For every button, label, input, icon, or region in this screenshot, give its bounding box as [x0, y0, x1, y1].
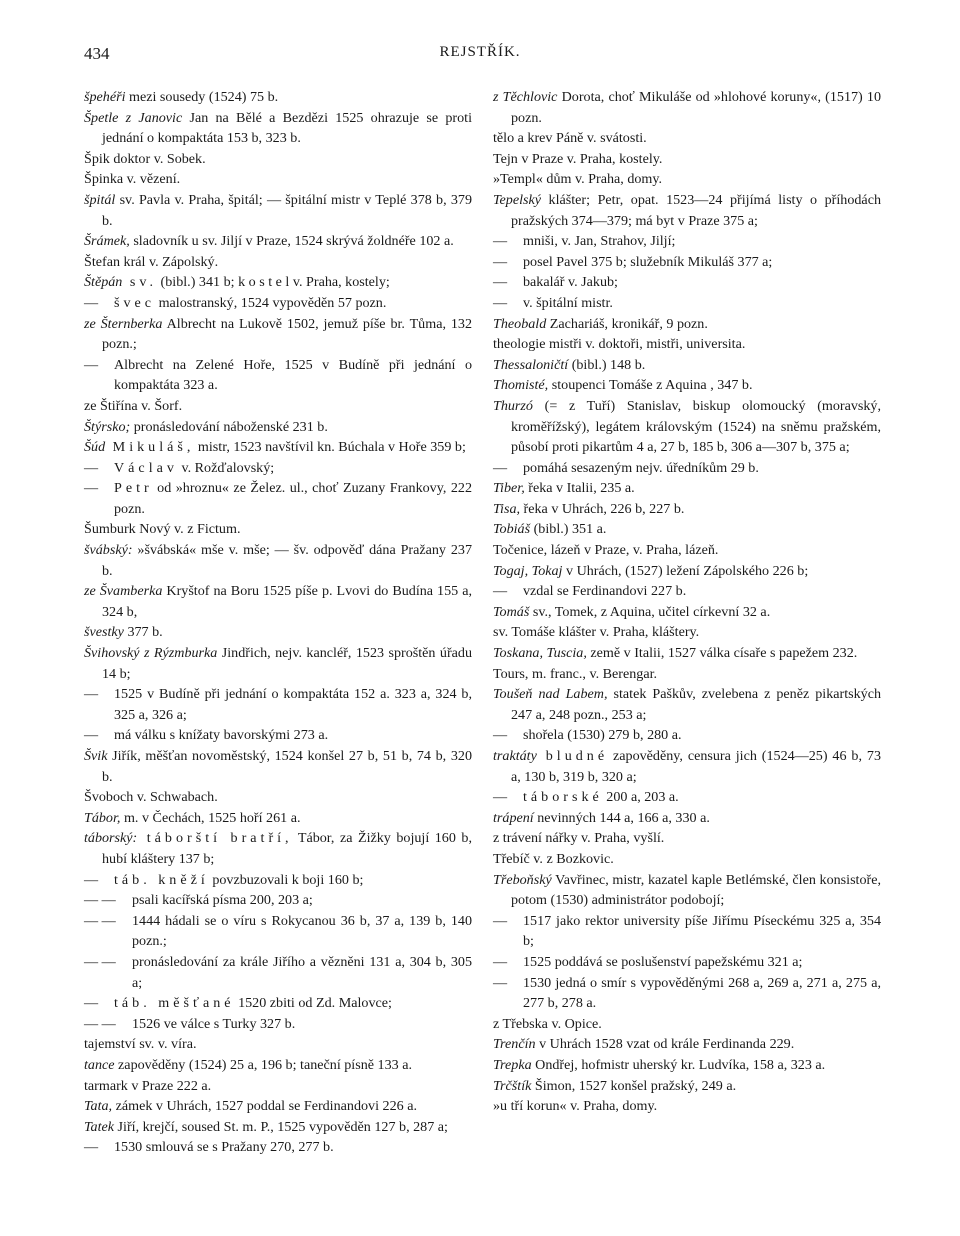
entry-headword: Thurzó	[493, 397, 533, 414]
entry-text: klášter; Petr, opat. 1523—24 přijímá listy o příhodách pražských 374—379; má byt v Praze 375 a;	[511, 191, 881, 229]
entry-text: zámek v Uhrách, 1527 poddal se Ferdinandovi 226 a.	[112, 1098, 417, 1115]
entry-spaced-term: Václav	[114, 459, 178, 476]
index-entry	[493, 375, 881, 396]
entry-headword: Tepelský	[493, 191, 542, 208]
entry-text: malostranský, 1524 vypověděn 57 pozn.	[155, 294, 387, 311]
entry-headword: Šrámek,	[84, 233, 130, 250]
entry-text: shořela (1530) 279 b, 280 a.	[523, 727, 682, 744]
index-entry	[493, 664, 881, 685]
entry-text: (bibl.) 351 a.	[530, 521, 607, 538]
entry-text: Jiří, krejčí, soused St. m. P., 1525 vypověděn 127 b, 287 a;	[114, 1118, 448, 1135]
entry-text: v. špitální mistr.	[523, 294, 613, 311]
index-entry	[493, 396, 881, 458]
entry-headword: Tata,	[84, 1098, 113, 1115]
entry-text: Špinka v. vězení.	[84, 171, 181, 188]
entry-text: Štefan král v. Zápolský.	[84, 253, 219, 270]
entry-text: (bibl.) 341 b; k o s t e l v. Praha, kostely;	[157, 274, 390, 291]
index-entry	[493, 1014, 881, 1035]
index-entry	[84, 417, 472, 438]
index-entry	[493, 684, 881, 725]
entry-text: »švábská« mše v. mše; — šv. odpověď dána Pražany 237 b.	[102, 542, 472, 579]
entry-text: m. v Čechách, 1525 hoří 261 a.	[120, 809, 301, 826]
index-entry	[493, 478, 881, 499]
entry-text: v. Rožďalovský;	[177, 459, 275, 476]
entry-text: mezi sousedy (1524) 75 b.	[125, 89, 279, 105]
entry-text: psali kacířská písma 200, 203 a;	[132, 892, 313, 909]
index-entry	[84, 622, 472, 643]
entry-text: zapověděny, censura jich (1524—25) 46 b, 73 a, 130 b, 319 b, 320 a;	[511, 748, 881, 785]
index-entry	[84, 684, 472, 725]
entry-text: Tours, m. franc., v. Berengar.	[493, 665, 658, 682]
entry-spaced-term: bludné	[536, 748, 609, 764]
entry-headword: švestky	[84, 624, 124, 641]
index-entry	[493, 828, 881, 849]
entry-headword: Štýrsko;	[84, 418, 131, 435]
index-entry	[493, 911, 881, 952]
entry-text: »Templ« dům v. Praha, domy.	[493, 171, 663, 188]
entry-headword: Togaj, Tokaj	[493, 562, 563, 579]
index-entry	[493, 272, 881, 293]
index-entry	[493, 169, 881, 190]
entry-text: (bibl.) 148 b.	[568, 356, 646, 373]
entry-text: Jiřík, měšťan novoměstský, 1524 konšel 27 b, 51 b, 74 b, 320 b.	[102, 748, 472, 785]
index-entry	[493, 602, 881, 623]
index-entry	[84, 746, 472, 787]
entry-spaced-term: táb. kněží	[114, 871, 209, 888]
index-entry	[84, 1076, 472, 1097]
entry-headword: ze Šternberka	[84, 315, 163, 332]
index-entry	[493, 458, 881, 479]
entry-text: 377 b.	[123, 624, 163, 641]
entry-text: sv. Pavla v. Praha, špitál; — špitální mistr v Teplé 378 b, 379 b.	[102, 191, 472, 229]
index-entry	[84, 478, 472, 519]
index-entry	[493, 1034, 881, 1055]
entry-headword: táborský:	[84, 830, 138, 847]
entry-text: stoupenci Tomáše z Aquina , 347 b.	[548, 377, 753, 394]
entry-spaced-term: táborské	[523, 789, 603, 806]
left-column	[84, 87, 472, 1158]
index-entry	[84, 519, 472, 540]
index-entry	[84, 314, 472, 355]
index-entry	[84, 396, 472, 417]
entry-spaced-term: táb. měšťané	[114, 995, 235, 1012]
entry-headword: ze Švamberka	[84, 583, 163, 600]
index-entry	[493, 128, 881, 149]
entry-headword: Thessaloničtí	[493, 356, 569, 373]
entry-text: Vavřinec, mistr, kazatel kaple Betlémské, člen konsistoře, potom (1530) administrátor podobojí;	[511, 871, 881, 909]
entry-headword: Štěpán	[84, 274, 123, 291]
entry-headword: Toušeň nad Labem,	[493, 686, 608, 703]
entry-text: země v Italii, 1527 válka císaře s papežem 232.	[586, 645, 858, 662]
index-entry	[84, 540, 472, 581]
entry-text: 1517 jako rektor university píše Jiřímu Píseckému 325 a, 354 b;	[523, 912, 881, 950]
entry-text: řeka v Uhrách, 226 b, 227 b.	[520, 500, 685, 517]
entry-text: (= z Tuří) Stanislav, biskup olomoucký (moravský, kroměřížský), legátem královským (1524) na sněmu pražském, působí proti pikartům 4 a, 27 b, 185 b, 306 a—307 b, 375 a;	[511, 397, 881, 456]
entry-spaced-term: švec	[114, 294, 156, 311]
entry-text: Albrecht na Lukově 1502, jemuž píše br. Tůma, 132 pozn.;	[102, 315, 473, 353]
entry-text: Zachariáš, kronikář, 9 pozn.	[546, 315, 708, 332]
entry-text: 1525 poddává se poslušenství papežskému 321 a;	[523, 953, 803, 970]
entry-text: z Třebska v. Opice.	[493, 1015, 602, 1032]
entry-text: pomáhá sesazeným nejv. úředníkům 29 b.	[523, 459, 759, 476]
entry-headword: Tiber,	[493, 480, 525, 497]
entry-text: pronásledování náboženské 231 b.	[130, 418, 328, 435]
entry-text: zapověděny (1524) 25 a, 196 b; taneční písně 133 a.	[114, 1056, 412, 1073]
entry-text: Tejn v Praze v. Praha, kostely.	[493, 150, 663, 167]
index-entry	[493, 725, 881, 746]
index-entry	[84, 231, 472, 252]
index-entry	[493, 622, 881, 643]
entry-text: mistr, 1523 navštívil kn. Búchala v Hoře 359 b;	[194, 439, 466, 456]
entry-text: Dorota, choť Mikuláše od »hlohové koruny«, (1517) 10 pozn.	[511, 89, 882, 126]
index-entry	[84, 1014, 472, 1035]
index-entry	[84, 581, 472, 622]
index-entry	[84, 1137, 472, 1158]
entry-text: sladovník u sv. Jiljí v Praze, 1524 skrývá žoldnéře 102 a.	[129, 233, 454, 250]
entry-headword: Šúd	[84, 439, 106, 456]
index-entry	[84, 252, 472, 273]
entry-text: v Uhrách, (1527) ležení Zápolského 226 b;	[562, 562, 809, 579]
entry-text: má válku s knížaty bavorskými 273 a.	[114, 727, 329, 744]
entry-text: Jindřich, nejv. kancléř, 1523 sproštěn úřadu 14 b;	[102, 645, 472, 682]
index-entry	[493, 231, 881, 252]
entry-headword: tance	[84, 1056, 115, 1073]
entry-text: bakalář v. Jakub;	[523, 274, 618, 291]
entry-text: 1444 hádali se o víru s Rokycanou 36 b, 37 a, 139 b, 140 pozn.;	[132, 912, 472, 950]
index-entry	[493, 808, 881, 829]
entry-headword: z Těchlovic	[493, 89, 558, 105]
entry-text: povzbuzovali k boji 160 b;	[208, 871, 364, 888]
index-entry	[493, 190, 881, 231]
entry-headword: Thomisté,	[493, 377, 549, 394]
index-entry	[493, 746, 881, 787]
index-entry	[493, 499, 881, 520]
index-entry	[493, 870, 881, 911]
entry-headword: Toskana, Tuscia,	[493, 645, 587, 662]
entry-text: Tábor, za Žižky bojují 160 b, hubí kláštery 137 b;	[102, 830, 472, 867]
entry-text: Ondřej, hofmistr uherský kr. Ludvíka, 158 a, 323 a.	[531, 1056, 826, 1073]
index-entry	[84, 993, 472, 1014]
entry-text: »u tří korun« v. Praha, domy.	[493, 1098, 658, 1115]
entry-spaced-term: Petr	[114, 480, 153, 497]
entry-text: tarmark v Praze 222 a.	[84, 1077, 212, 1094]
entry-headword: Špetle z Janovic	[84, 109, 183, 126]
entry-text: sv. Tomáše klášter v. Praha, kláštery.	[493, 624, 700, 641]
entry-headword: Tomáš	[493, 603, 530, 620]
entry-text: 1526 ve válce s Turky 327 b.	[132, 1015, 296, 1032]
entry-text: Šimon, 1527 konšel pražský, 249 a.	[531, 1077, 737, 1094]
entry-spaced-term: sv.	[122, 274, 158, 291]
entry-text: Točenice, lázeň v Praze, v. Praha, lázeň.	[493, 542, 719, 559]
index-entry	[84, 725, 472, 746]
index-entry	[493, 973, 881, 1014]
entry-headword: Tábor,	[84, 809, 121, 826]
index-entry	[84, 787, 472, 808]
entry-text: Špik doktor v. Sobek.	[84, 150, 206, 167]
index-entry	[84, 1034, 472, 1055]
entry-text: v Uhrách 1528 vzat od krále Ferdinanda 229.	[535, 1036, 795, 1053]
entry-headword: Švihovský z Rýzmburka	[84, 645, 218, 662]
entry-text: tělo a krev Páně v. svátosti.	[493, 130, 647, 147]
index-entry	[493, 355, 881, 376]
entry-spaced-term: Mikuláš,	[105, 439, 195, 456]
entry-text: vzdal se Ferdinandovi 227 b.	[523, 583, 687, 600]
index-entry	[493, 149, 881, 170]
index-entry	[84, 108, 472, 149]
entry-spaced-term: táborští bratří,	[137, 830, 293, 847]
index-entry	[493, 1055, 881, 1076]
index-entry	[493, 1076, 881, 1097]
index-entry	[493, 787, 881, 808]
index-entry	[493, 519, 881, 540]
entry-text: ze Štiřína v. Šorf.	[84, 397, 183, 414]
entry-headword: Švik	[84, 748, 108, 764]
entry-text: tajemství sv. v. víra.	[84, 1036, 197, 1053]
entry-text: od »hroznu« ze Želez. ul., choť Zuzany Frankovy, 222 pozn.	[114, 480, 472, 517]
entry-text: sv., Tomek, z Aquina, učitel církevní 32 a.	[529, 603, 771, 620]
entry-headword: Trenčín	[493, 1036, 536, 1053]
entry-text: 1530 smlouvá se s Pražany 270, 277 b.	[114, 1139, 334, 1156]
entry-text: nevinných 144 a, 166 a, 330 a.	[533, 809, 710, 826]
index-entry	[84, 87, 472, 108]
index-entry	[84, 355, 472, 396]
index-entry	[493, 314, 881, 335]
index-entry	[493, 1096, 881, 1117]
entry-text: Albrecht na Zelené Hoře, 1525 v Budíně při jednání o kompaktáta 323 a.	[114, 356, 472, 394]
index-entry	[493, 252, 881, 273]
index-entry	[84, 828, 472, 869]
entry-headword: švábský:	[84, 542, 133, 559]
index-entry	[84, 952, 472, 993]
index-entry	[84, 458, 472, 479]
index-entry	[493, 87, 881, 128]
index-entry	[84, 149, 472, 170]
index-entry	[493, 293, 881, 314]
page-title: REJSTŘÍK.	[439, 44, 521, 60]
index-entry	[84, 169, 472, 190]
entry-text: Kryštof na Boru 1525 píše p. Lvovi do Budína 155 a, 324 b,	[102, 583, 472, 620]
entry-headword: Trepka	[493, 1056, 532, 1073]
index-entry	[493, 849, 881, 870]
entry-text: z trávení nářky v. Praha, vyšlí.	[493, 830, 665, 847]
entry-text: Švoboch v. Schwabach.	[84, 789, 218, 806]
entry-text: 1530 jedná o smír s vypověděnými 268 a, 269 a, 271 a, 275 a, 277 b, 278 a.	[523, 974, 881, 1012]
index-entry	[84, 190, 472, 231]
entry-headword: špehéři	[84, 89, 126, 105]
entry-headword: špitál	[84, 191, 116, 208]
index-entry	[493, 952, 881, 973]
entry-headword: Theobald	[493, 315, 547, 332]
index-entry	[493, 561, 881, 582]
index-entry	[84, 293, 472, 314]
index-entry	[84, 1055, 472, 1076]
index-entry	[84, 1117, 472, 1138]
entry-text: 200 a, 203 a.	[602, 789, 679, 806]
index-entry	[84, 911, 472, 952]
entry-text: řeka v Italii, 235 a.	[524, 480, 635, 497]
entry-headword: traktáty	[493, 748, 537, 764]
page-number: 434	[84, 44, 110, 63]
entry-text: Šumburk Nový v. z Fictum.	[84, 521, 241, 538]
entry-headword: Trčštík	[493, 1077, 532, 1094]
index-entry	[84, 437, 472, 458]
index-entry	[84, 808, 472, 829]
entry-headword: Tatek	[84, 1118, 115, 1135]
entry-headword: Tobiáš	[493, 521, 531, 538]
entry-text: 1520 zbiti od Zd. Malovce;	[234, 995, 392, 1012]
index-entry	[493, 540, 881, 561]
entry-headword: Třeboňský	[493, 871, 552, 888]
entry-text: theologie mistři v. doktoři, mistři, universita.	[493, 336, 746, 353]
entry-text: 1525 v Budíně při jednání o kompaktáta 152 a. 323 a, 324 b, 325 a, 326 a;	[114, 686, 472, 723]
index-entry	[84, 890, 472, 911]
index-entry	[84, 870, 472, 891]
entry-text: posel Pavel 375 b; služebník Mikuláš 377 a;	[523, 253, 773, 270]
index-entry	[84, 272, 472, 293]
entry-text: pronásledování za krále Jiřího a vězněni 131 a, 304 b, 305 a;	[132, 953, 472, 991]
index-entry	[493, 643, 881, 664]
index-entry	[84, 643, 472, 684]
index-entry	[84, 1096, 472, 1117]
entry-headword: Tisa,	[493, 500, 521, 517]
entry-text: statek Paškův, zvelebena z peněz pikartských 247 a, 248 pozn., 253 a;	[511, 686, 881, 723]
entry-headword: trápení	[493, 809, 534, 826]
right-column	[493, 87, 881, 1117]
index-entry	[493, 334, 881, 355]
index-entry	[493, 581, 881, 602]
entry-text: Třebíč v. z Bozkovic.	[493, 850, 614, 867]
entry-text: mniši, v. Jan, Strahov, Jiljí;	[523, 233, 676, 250]
entry-text: Jan na Bělé a Bezdězi 1525 ohrazuje se proti jednání o kompaktáta 153 b, 323 b.	[102, 109, 472, 147]
